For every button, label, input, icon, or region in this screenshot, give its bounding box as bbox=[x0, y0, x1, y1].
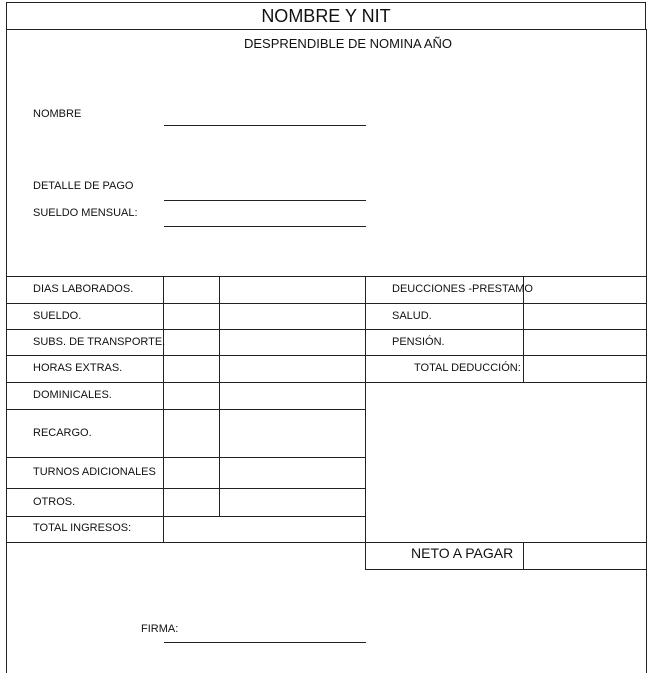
grid-line-top bbox=[6, 276, 647, 277]
grid-line-row4 bbox=[6, 355, 647, 356]
grid-line-row3 bbox=[6, 329, 647, 330]
firma-line[interactable] bbox=[164, 642, 366, 643]
neto-box-bottom bbox=[365, 569, 647, 570]
grid-line-bottom bbox=[6, 542, 647, 543]
nombre-label: NOMBRE bbox=[33, 108, 82, 120]
nombre-field[interactable] bbox=[164, 125, 366, 126]
row-label-turnos-adicionales: TURNOS ADICIONALES bbox=[33, 466, 156, 478]
row-label-total-deduccion: TOTAL DEDUCCIÓN: bbox=[414, 362, 521, 374]
grid-line-row8 bbox=[6, 488, 365, 489]
row-label-deducciones-prestamo: DEUCCIONES -PRESTAMO bbox=[392, 283, 533, 295]
row-label-pension: PENSIÓN. bbox=[392, 336, 445, 348]
frame-right-border bbox=[646, 29, 647, 673]
document-subtitle: DESPRENDIBLE DE NOMINA AÑO bbox=[243, 36, 453, 51]
grid-line-row7 bbox=[6, 457, 365, 458]
col-line-2b bbox=[219, 303, 220, 516]
row-label-total-ingresos: TOTAL INGRESOS: bbox=[33, 522, 132, 534]
row-label-subs-transporte: SUBS. DE TRANSPORTE. bbox=[33, 336, 166, 348]
detalle-pago-label: DETALLE DE PAGO bbox=[33, 180, 134, 192]
detalle-pago-field[interactable] bbox=[164, 200, 366, 201]
grid-line-row2 bbox=[6, 303, 647, 304]
col-line-neto bbox=[523, 542, 524, 569]
col-line-2 bbox=[219, 276, 220, 303]
grid-line-row5 bbox=[6, 382, 647, 383]
row-label-dias-laborados: DIAS LABORADOS. bbox=[33, 283, 134, 295]
row-label-recargo: RECARGO. bbox=[33, 427, 92, 439]
row-label-dominicales: DOMINICALES. bbox=[33, 389, 112, 401]
neto-a-pagar-label: NETO A PAGAR bbox=[411, 545, 514, 561]
frame-left-border bbox=[6, 29, 7, 673]
row-label-sueldo: SUELDO. bbox=[33, 310, 82, 322]
grid-line-row9 bbox=[6, 516, 365, 517]
firma-label: FIRMA: bbox=[141, 623, 179, 635]
row-label-otros: OTROS. bbox=[33, 496, 76, 508]
row-label-horas-extras: HORAS EXTRAS. bbox=[33, 362, 123, 374]
grid-line-row6 bbox=[6, 409, 365, 410]
col-line-3 bbox=[365, 276, 366, 570]
sueldo-mensual-field[interactable] bbox=[164, 226, 366, 227]
sueldo-mensual-label: SUELDO MENSUAL: bbox=[33, 207, 138, 219]
header-box bbox=[6, 2, 646, 30]
col-line-1 bbox=[163, 276, 164, 542]
row-label-salud: SALUD. bbox=[392, 310, 432, 322]
company-name-nit: NOMBRE Y NIT bbox=[261, 6, 391, 26]
